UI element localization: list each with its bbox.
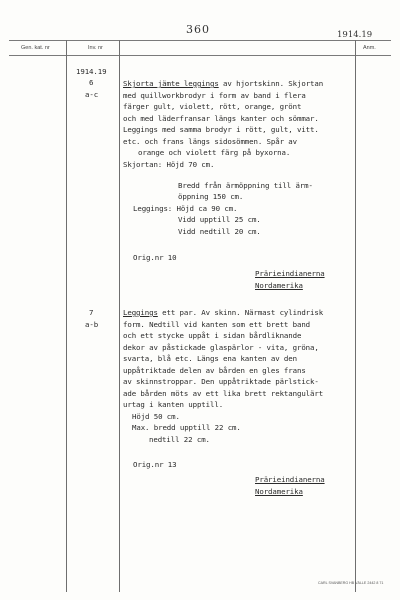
- entry-2-origin-people: Prärieindianerna: [255, 475, 325, 484]
- entry-2-line: form. Nedtill vid kanten som ett brett band: [123, 319, 311, 329]
- entry-1-line: öppning 150 cm.: [178, 192, 244, 201]
- entry-2-line: ade bården möts av ett lika brett rektangulärt: [123, 388, 324, 398]
- entry-1-line: orange och violett färg på byxorna.: [138, 148, 291, 157]
- entry-1-orig-nr: Orig.nr 10: [133, 253, 177, 262]
- entry-2-line-1: [123, 308, 323, 317]
- entry-1-origin-region: Nordamerika: [255, 281, 303, 290]
- entry-1-item-number: 6: [89, 78, 94, 87]
- entry-2-orig-nr: Orig.nr 13: [133, 460, 177, 469]
- entry-1-line: Vidd upptill 25 cm.: [178, 215, 261, 224]
- column-rule-inv: [119, 40, 120, 592]
- entry-2-line: Max. bredd upptill 22 cm.: [132, 423, 241, 432]
- entry-1-line: Leggings med samma brodyr i rött, gult, vitt.: [123, 125, 319, 134]
- year-header: 1914.19: [337, 30, 373, 40]
- header-gen-kat-nr: Gen. kat. nr: [21, 45, 50, 51]
- entry-1-sub-range: a-c: [85, 90, 99, 99]
- entry-1-line: Bredd från ärmöppning till ärm-: [178, 181, 313, 190]
- entry-1-line: Skjortan: Höjd 70 cm.: [123, 159, 215, 169]
- entry-1-line-1-rest: av hjortskinn. Skjortan: [218, 79, 324, 88]
- entry-2-line: och ett stycke uppåt i sidan bårdliknande: [123, 331, 302, 340]
- entry-1-line: färger gult, violett, rött, orange, grönt: [123, 102, 302, 111]
- column-rule-gen: [66, 40, 67, 592]
- entry-1-line-1: [123, 79, 323, 88]
- header-inv-nr: Inv. nr: [88, 45, 103, 51]
- entry-1-line: med quillworkbrodyr i form av band i flera: [123, 90, 306, 100]
- entry-1-inv-number: 1914.19: [76, 67, 107, 76]
- entry-2-sub-range: a-b: [85, 320, 99, 329]
- printer-mark: CARL SVANBERG HB VÄLLE 2442 8 71: [318, 581, 384, 585]
- page-number: 360: [186, 23, 210, 36]
- entry-2-line: uppåtriktade delen av bården en gles frans: [123, 365, 306, 375]
- entry-2-line: svarta, blå etc. Längs ena kanten av den: [123, 354, 297, 363]
- column-rule-anm: [355, 40, 356, 592]
- entry-1-line: och med läderfransar längs kanter och sömmar.: [123, 113, 319, 123]
- entry-2-item-number: 7: [89, 308, 94, 317]
- entry-2-line: urtag i kanten upptill.: [123, 400, 224, 409]
- entry-2-origin-region: Nordamerika: [255, 487, 303, 496]
- entry-1-line: Vidd nedtill 20 cm.: [178, 226, 261, 236]
- entry-1-line: etc. och frans längs sidosömmen. Spår av: [123, 136, 297, 146]
- entry-1-line: Leggings: Höjd ca 90 cm.: [133, 204, 238, 213]
- entry-2-line: dekor av påstickade glaspärlor - vita, gröna,: [123, 342, 319, 352]
- entry-1-title: Skjorta jämte leggings: [123, 79, 219, 88]
- entry-2-line: nedtill 22 cm.: [149, 434, 210, 444]
- entry-1-origin-people: Prärieindianerna: [255, 269, 325, 278]
- entry-2-line-1-rest: ett par. Av skinn. Närmast cylindrisk: [157, 308, 324, 317]
- entry-2-line: av skinnstroppar. Den uppåtriktade pärlstick-: [123, 377, 319, 386]
- entry-2-title: Leggings: [123, 308, 158, 317]
- header-anm: Anm.: [363, 45, 376, 51]
- entry-2-line: Höjd 50 cm.: [132, 411, 180, 421]
